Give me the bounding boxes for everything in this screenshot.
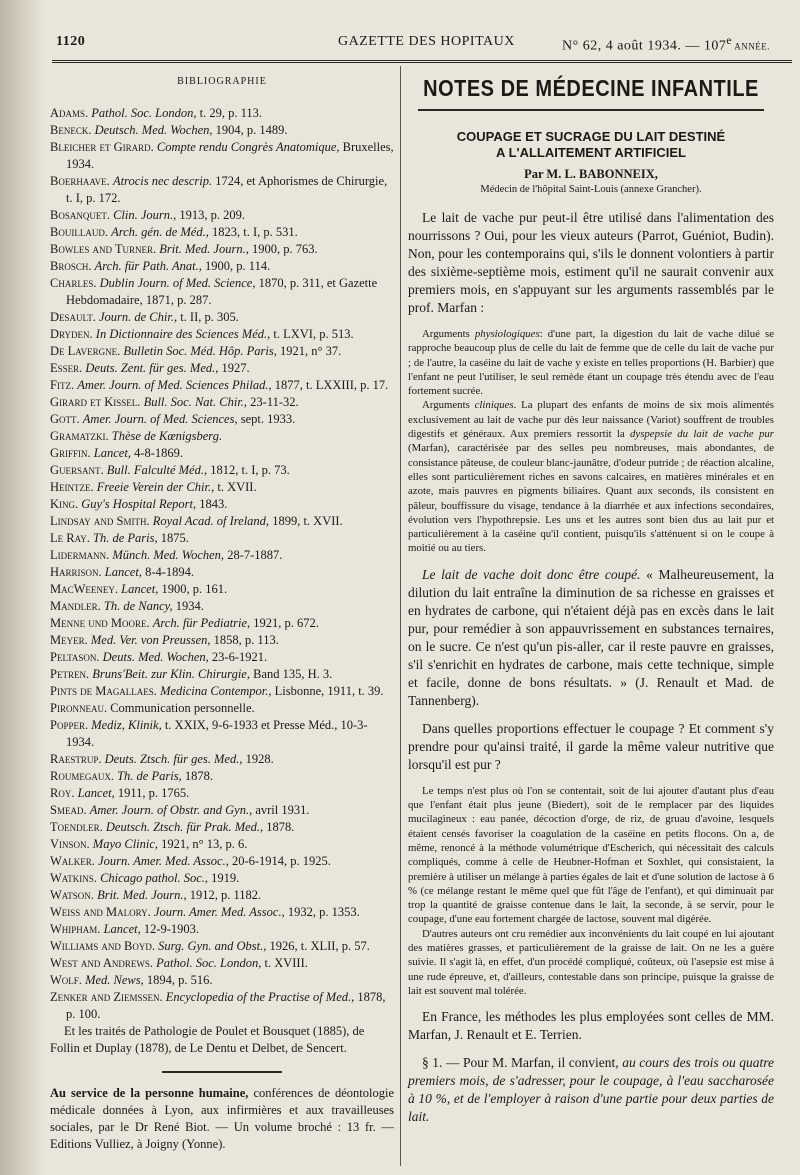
bibliography-entry	[50, 479, 394, 496]
entry-author: Pints de Magallaes.	[50, 684, 157, 698]
entry-journal: Th. de Paris,	[93, 531, 158, 545]
entry-journal: Amer. Journ. of Med. Sciences,	[82, 412, 238, 426]
entry-author: Walker.	[50, 854, 95, 868]
entry-author: Brosch.	[50, 259, 92, 273]
entry-author: Meyer.	[50, 633, 88, 647]
entry-journal: Journ. de Chir.,	[98, 310, 178, 324]
entry-details: 1878, p. 100.	[66, 990, 386, 1021]
bibliography-entry	[50, 717, 394, 751]
bibliography-entry	[50, 275, 394, 309]
bibliography-entry	[50, 530, 394, 547]
entry-details: 1921, n° 13, p. 6.	[158, 837, 248, 851]
entry-author: Adams.	[50, 106, 89, 120]
entry-author: Bosanquet.	[50, 208, 110, 222]
entry-journal: Brit. Med. Journ.,	[97, 888, 187, 902]
entry-journal: Deutsch. Med. Wochen,	[94, 123, 213, 137]
bibliography-entry	[50, 989, 394, 1023]
entry-author: Smead.	[50, 803, 87, 817]
entry-journal: Mayo Clinic,	[92, 837, 159, 851]
bibliography-entry	[50, 938, 394, 955]
entry-journal: Deutsch. Ztsch. für Prak. Med.,	[105, 820, 264, 834]
article-affiliation: Médecin de l'hôpital Saint-Louis (annexe Grancher).	[480, 184, 702, 195]
entry-details: sept. 1933.	[237, 412, 296, 426]
bibliography-entry	[50, 581, 394, 598]
bibliography-title: BIBLIOGRAPHIE	[177, 76, 267, 87]
right-column	[408, 74, 774, 1136]
entry-author: Bouillaud.	[50, 225, 108, 239]
entry-journal: Encyclopedia of the Practise of Med.,	[165, 990, 355, 1004]
entry-author: Toendler.	[50, 820, 103, 834]
entry-author: Peltason.	[50, 650, 100, 664]
entry-journal: Brit. Med. Journ.,	[159, 242, 249, 256]
entry-details: Bruxelles, 1934.	[66, 140, 394, 171]
entry-author: Charles.	[50, 276, 97, 290]
bibliography-entry	[50, 326, 394, 343]
bibliography-entry	[50, 700, 394, 717]
entry-author: Weiss and Malory.	[50, 905, 151, 919]
paragraph-marfan: § 1. — Pour M. Marfan, il convient, au cours des trois ou quatre premiers mois, de s'adresser, pour le coupage, à l'eau saccharosée à 10 %, et de l'employer à raison d'une partie pour deux parties de lait.	[408, 1055, 774, 1125]
entry-journal: Compte rendu Congrès Anatomique,	[156, 140, 340, 154]
entry-author: Menne und Moore.	[50, 616, 150, 630]
entry-journal: Journ. Amer. Med. Assoc.,	[98, 854, 229, 868]
entry-author: King.	[50, 497, 79, 511]
entry-details: 20-6-1914, p. 1925.	[228, 854, 331, 868]
entry-journal: Münch. Med. Wochen,	[112, 548, 225, 562]
entry-author: Bowles and Turner.	[50, 242, 157, 256]
paragraph-dilution: Le lait de vache doit donc être coupé. « Malheureusement, la dilution du lait entraîne la diminution de sa richesse en graisses et en hydrates de carbone, qui n'étaient déjà pas en excès dans le lait pur, pour remédier à son appauvrissement en substances ternaires, on le sucre. Ce n'est qu'un pis-aller, car il reste pauvre en graisses, s'il s'enrichit en hydrates de carbone, mais cette technique, simple et facile, donne de bons résultats. » (J. Renault et Mad. de Tannenberg).	[408, 566, 775, 708]
entry-details: Lisbonne, 1911, t. 39.	[271, 684, 384, 698]
paragraph-physiological: Arguments physiologiques: d'une part, la digestion du lait de vache dilué se rapproche beaucoup plus de celle du lait de femme que de celle du lait de vache pur ; de l'autre, la caséine du lait de vache y existe en telles proportions (H. Barbier) que l'enfant ne peut l'utiliser, le seul remède étant un coupage très étendu avec de l'eau fortement sucrée.	[408, 328, 775, 398]
bibliography-entry	[50, 360, 394, 377]
entry-details: 1858, p. 113.	[210, 633, 279, 647]
bibliography-entry	[50, 751, 394, 768]
bibliography-entry	[50, 173, 394, 207]
bibliography-entry	[50, 564, 394, 581]
entry-journal: Bull. Soc. Nat. Chir.,	[143, 395, 248, 409]
bibliography-closing: Et les traités de Pathologie de Poulet et Bousquet (1885), de Follin et Duplay (1878), de Le Dentu et Delbet, de Sencert.	[50, 1024, 365, 1055]
entry-details: 28-7-1887.	[224, 548, 283, 562]
entry-details: 1900, p. 114.	[201, 259, 271, 273]
entry-author: Vinson.	[50, 837, 90, 851]
section-title: NOTES DE MÉDECINE INFANTILE	[423, 76, 759, 102]
bibliography-entry	[50, 632, 394, 649]
entry-journal: Deuts. Med. Wochen,	[102, 650, 209, 664]
entry-journal: Chicago pathol. Soc.,	[100, 871, 209, 885]
bibliography-entry	[50, 241, 394, 258]
paragraph-question: Dans quelles proportions effectuer le coupage ? Et comment s'y prendre pour qu'ainsi traité, il garde la même valeur nutritive que lorsqu'il est pur ?	[408, 720, 774, 772]
entry-author: Dryden.	[50, 327, 93, 341]
entry-details: 23-6-1921.	[208, 650, 268, 664]
bibliography-entry	[50, 428, 394, 445]
entry-author: Desault.	[50, 310, 96, 324]
entry-details: t. 29, p. 113.	[196, 106, 263, 120]
entry-details: 12-9-1903.	[140, 922, 200, 936]
issue-info: N° 62, 4 août 1934. — 107e ANNÉE.	[562, 34, 770, 54]
entry-details: 1877, t. LXXIII, p. 17.	[271, 378, 389, 392]
entry-author: De Lavergne.	[50, 344, 121, 358]
paragraph-france: En France, les méthodes les plus employées sont celles de MM. Marfan, J. Renault et E. Terrien.	[408, 1009, 774, 1043]
left-column	[50, 74, 394, 1153]
entry-journal: Medicina Contempor.,	[160, 684, 272, 698]
entry-journal: Freeie Verein der Chir.,	[96, 480, 215, 494]
bibliography-entry	[50, 853, 394, 870]
entry-details: 1878.	[263, 820, 295, 834]
entry-journal: Lancet,	[103, 922, 141, 936]
entry-author: Fitz.	[50, 378, 75, 392]
bibliography-entry	[50, 496, 394, 513]
entry-details: 1927.	[218, 361, 250, 375]
entry-author: Griffin.	[50, 446, 91, 460]
entry-details: 1921, n° 37.	[276, 344, 342, 358]
entry-details: 1934.	[172, 599, 204, 613]
bibliography-entry	[50, 887, 394, 904]
bibliography-entry	[50, 955, 394, 972]
entry-journal: Guy's Hospital Report,	[81, 497, 197, 511]
entry-journal: Med. Ver. von Preussen,	[90, 633, 211, 647]
entry-details: 1894, p. 516.	[143, 973, 213, 987]
bibliography-entry	[50, 615, 394, 632]
entry-details: 1921, p. 672.	[250, 616, 319, 630]
entry-details: 1900, p. 763.	[248, 242, 318, 256]
entry-author: Gramatzki.	[50, 429, 109, 443]
entry-journal: In Dictionnaire des Sciences Méd.,	[95, 327, 271, 341]
entry-journal: Pathol. Soc. London,	[91, 106, 197, 120]
bibliography-entry	[50, 802, 394, 819]
bibliography-entry	[50, 258, 394, 275]
entry-journal: Arch. gén. de Méd.,	[111, 225, 209, 239]
bibliography-entry	[50, 122, 394, 139]
entry-author: Roy.	[50, 786, 75, 800]
entry-author: Roumegaux.	[50, 769, 114, 783]
entry-author: Harrison.	[50, 565, 102, 579]
entry-details: t. XVII.	[214, 480, 257, 494]
entry-journal: Bull. Falculté Méd.,	[106, 463, 208, 477]
entry-author: Zenker and Ziemssen.	[50, 990, 163, 1004]
entry-author: Heintze.	[50, 480, 94, 494]
book-notice-title: Au service de la personne humaine,	[50, 1086, 249, 1100]
bibliography-entry	[50, 819, 394, 836]
entry-author: Watkins.	[50, 871, 97, 885]
entry-author: Esser.	[50, 361, 83, 375]
entry-journal: Th. de Paris,	[117, 769, 182, 783]
bibliography-entry	[50, 224, 394, 241]
entry-author: Lidermann.	[50, 548, 110, 562]
entry-journal: Deuts. Zent. für ges. Med.,	[85, 361, 219, 375]
entry-details: 4-8-1869.	[130, 446, 184, 460]
entry-details: 1926, t. XLII, p. 57.	[266, 939, 370, 953]
entry-journal: Lancet,	[93, 446, 131, 460]
entry-author: Bleicher et Girard.	[50, 140, 154, 154]
bibliography-entry	[50, 836, 394, 853]
entry-journal: Thèse de Kœnigsberg.	[111, 429, 223, 443]
entry-details: avril 1931.	[252, 803, 310, 817]
entry-details: t. LXVI, p. 513.	[270, 327, 354, 341]
bibliography-entry	[50, 921, 394, 938]
entry-details: 1843.	[196, 497, 228, 511]
entry-journal: Journ. Amer. Med. Assoc.,	[153, 905, 285, 919]
bibliography-entry	[50, 394, 394, 411]
entry-details: 1900, p. 161.	[158, 582, 228, 596]
entry-journal: Deuts. Ztsch. für ges. Med.,	[104, 752, 243, 766]
entry-journal: Med. News,	[85, 973, 144, 987]
bibliography-entry	[50, 377, 394, 394]
entry-details: 1919.	[208, 871, 240, 885]
entry-author: Williams and Boyd.	[50, 939, 156, 953]
article-title: COUPAGE ET SUCRAGE DU LAIT DESTINÉ A L'ALLAITEMENT ARTIFICIEL	[456, 129, 726, 160]
entry-details: Band 135, H. 3.	[249, 667, 333, 681]
entry-details: 1878.	[181, 769, 213, 783]
entry-details: 1823, t. I, p. 531.	[208, 225, 298, 239]
bibliography-entry	[50, 139, 394, 173]
bibliography-entry	[50, 870, 394, 887]
entry-details: 23-11-32.	[247, 395, 299, 409]
paragraph-intro: Le lait de vache pur peut-il être utilisé dans l'alimentation des nourrissons ? Oui, pour les vieux auteurs (Parrot, Guéniot, Budin). Non, pour les contemporains qui, s'ils le donnent volontiers à partir des sixième-septième mois, estiment qu'il ne saurait convenir aux premiers mois, en s'appuyant sur les arguments rassemblés par le prof. Marfan :	[408, 210, 774, 315]
entry-details: 1912, p. 1182.	[186, 888, 262, 902]
article-byline: Par M. L. BABONNEIX,	[524, 167, 658, 181]
separator-rule	[162, 1071, 282, 1073]
entry-journal: Dublin Journ. of Med. Science,	[99, 276, 256, 290]
entry-journal: Pathol. Soc. London,	[156, 956, 262, 970]
bibliography-entry	[50, 207, 394, 224]
entry-details: 1724, et Aphorismes de Chirurgie, t. I, p. 172.	[66, 174, 388, 205]
entry-details: 8-4-1894.	[141, 565, 195, 579]
entry-details: Communication personnelle.	[110, 701, 255, 715]
entry-author: Le Ray.	[50, 531, 90, 545]
bibliography-entry	[50, 513, 394, 530]
entry-author: Watson.	[50, 888, 94, 902]
bibliography-entry	[50, 768, 394, 785]
journal-title: GAZETTE DES HOPITAUX	[338, 34, 515, 49]
bibliography-entry	[50, 343, 394, 360]
entry-author: Whipham.	[50, 922, 101, 936]
section-rule	[418, 109, 764, 111]
bibliography-entry	[50, 649, 394, 666]
paragraph-old-methods: Le temps n'est plus où l'on se contentait, soit de lui ajouter d'autant plus d'eau que l'enfant était plus jeune (Biedert), soit de le remplacer par des liquides mucilagineux : eau panée, décoction d'orge, de riz, de gruau d'avoine, lesquels étaient censés favoriser la coagulation de la caséine en petits flocons. On a, de même, renoncé à la méthode volumétrique d'Escherich, qui nécessitait des calculs compliqués, comme à celle de Heubner-Hofman et Soxhlet, qui consistaient, la première à utiliser un mélange à parties égales de lait et d'une solution de lactose à 6 % (ce mélange restant le même quel que fût l'âge de l'enfant), et qui diminuait par trop la quantité de graisse contenue dans le lait, la seconde, à se servir, pour le coupage, d'une eau fortement chargée de lactose, souvent mal digérée.	[408, 784, 774, 926]
entry-details: 1913, p. 209.	[176, 208, 246, 222]
book-notice-text: conférences de déontologie médicale données à Lyon, aux infirmières et aux travailleuses sociales, par le Dr René Biot. — Un volume broché : 13 fr. — Editions Vulliez, à Joigny (Yonne).	[50, 1086, 395, 1151]
entry-author: Petren.	[50, 667, 90, 681]
entry-details: t. II, p. 305.	[177, 310, 239, 324]
page-number: 1120	[56, 34, 86, 49]
entry-journal: Lancet,	[77, 786, 115, 800]
entry-author: Gott.	[50, 412, 80, 426]
entry-journal: Mediz, Klinik,	[91, 718, 162, 732]
column-divider	[400, 66, 401, 1166]
book-notice	[50, 1085, 394, 1153]
entry-details: 1911, p. 1765.	[114, 786, 190, 800]
bibliography-entry	[50, 598, 394, 615]
page-edge-shadow	[0, 0, 44, 1175]
entry-details: 1812, t. I, p. 73.	[207, 463, 290, 477]
entry-details: 1904, p. 1489.	[212, 123, 288, 137]
entry-journal: Surg. Gyn. and Obst.,	[158, 939, 267, 953]
entry-author: Guersant.	[50, 463, 104, 477]
entry-journal: Arch. für Path. Anat.,	[94, 259, 202, 273]
entry-details: t. XXIX, 9-6-1933 et Presse Méd., 10-3-1934.	[66, 718, 368, 749]
entry-author: Pironneau.	[50, 701, 108, 715]
bibliography-entry	[50, 904, 394, 921]
entry-journal: Arch. für Pediatrie,	[152, 616, 251, 630]
bibliography-entry	[50, 785, 394, 802]
entry-details: 1899, t. XVII.	[269, 514, 343, 528]
entry-author: West and Andrews.	[50, 956, 154, 970]
entry-details: 1875.	[157, 531, 189, 545]
entry-journal: Lancet,	[121, 582, 159, 596]
page-header	[52, 34, 792, 56]
entry-journal: Th. de Nancy,	[103, 599, 173, 613]
entry-author: Lindsay and Smith.	[50, 514, 150, 528]
entry-author: Raestrup.	[50, 752, 102, 766]
paragraph-other-authors: D'autres auteurs ont cru remédier aux inconvénients du lait coupé en lui ajoutant des matières grasses, et particulièrement de la graisse de lait. On ne les a guère suivie. Il s'agit là, en effet, d'un procédé compliqué, coûteux, où l'asepsie est mise à une rude épreuve, et, d'ailleurs, contestable dans son principe, puisque la graisse de lait est souvent mal tolérée.	[408, 927, 774, 997]
entry-journal: Lancet,	[104, 565, 142, 579]
entry-details: 1928.	[242, 752, 274, 766]
entry-details: t. XVIII.	[261, 956, 308, 970]
bibliography-entry	[50, 445, 394, 462]
bibliography-entry	[50, 309, 394, 326]
entry-author: Beneck.	[50, 123, 92, 137]
entry-author: Popper.	[50, 718, 89, 732]
entry-journal: Amer. Journ. of Obstr. and Gyn.,	[89, 803, 253, 817]
entry-journal: Amer. Journ. of Med. Sciences Philad.,	[77, 378, 272, 392]
entry-journal: Clin. Journ.,	[113, 208, 177, 222]
entry-author: Girard et Kissel.	[50, 395, 141, 409]
entry-journal: Bruns'Beit. zur Klin. Chirurgie,	[92, 667, 250, 681]
bibliography-list	[50, 105, 394, 1023]
bibliography-entry	[50, 683, 394, 700]
bibliography-entry	[50, 666, 394, 683]
entry-journal: Atrocis nec descrip.	[112, 174, 213, 188]
entry-author: Boerhaave.	[50, 174, 110, 188]
entry-author: Mandler.	[50, 599, 101, 613]
entry-journal: Royal Acad. of Ireland,	[152, 514, 270, 528]
entry-author: Wolf.	[50, 973, 82, 987]
bibliography-entry	[50, 547, 394, 564]
entry-details: 1932, p. 1353.	[284, 905, 360, 919]
entry-author: MacWeeney.	[50, 582, 119, 596]
header-rule	[52, 60, 792, 63]
bibliography-entry	[50, 972, 394, 989]
entry-details: 1870, p. 311, et Gazette Hebdomadaire, 1871, p. 287.	[66, 276, 378, 307]
paragraph-clinical: Arguments cliniques. La plupart des enfants de moins de six mois alimentés exclusivement au lait de vache pur dès leur naissance (Variot) souffrent de troubles digestifs et généraux. Aux premiers ressortit la dyspepsie du lait de vache pur (Marfan), caractérisée par des selles peu nombreuses, mais abondantes, de consistance pâteuse, de couleur blanc-jaunâtre, d'odeur putride ; de réaction alcaline, elles sont particulièrement riches en savons calcaires, en matières minérales et en azote, mais pauvres en pigments biliaires. Quant aux seconds, ils consistent en pâleur, bouffissure du visage, tendance à la diarrhée et aux infections secondaires, évolution vers l'hypothrepsie. Les uns et les autres sont bien dus au lait pur et particulièrement à la caséine qu'il contient, puisqu'ils s'atténuent si on le coupe à moitié ou au tiers.	[408, 399, 774, 555]
bibliography-entry	[50, 462, 394, 479]
bibliography-entry	[50, 105, 394, 122]
entry-journal: Bulletin Soc. Méd. Hôp. Paris,	[123, 344, 277, 358]
bibliography-entry	[50, 411, 394, 428]
